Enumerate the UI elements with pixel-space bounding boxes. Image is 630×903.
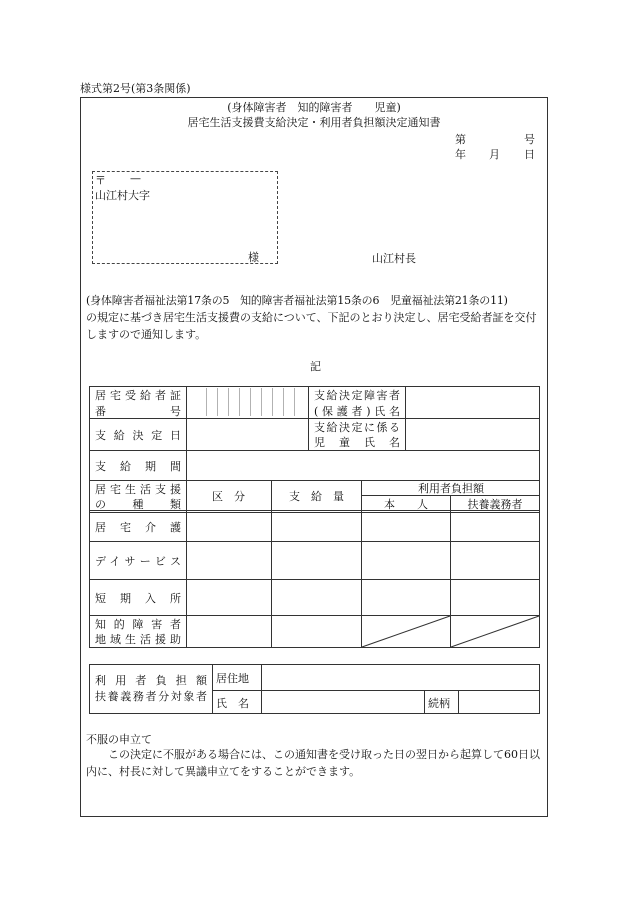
table-border [458, 690, 459, 714]
date-year: 年 [455, 148, 466, 161]
table-border [424, 690, 425, 714]
table-border [539, 664, 540, 714]
honorific: 様 [248, 251, 259, 264]
decision-person-label-2: (保護者)氏名 [314, 405, 400, 418]
category-header: 区 分 [212, 490, 245, 503]
service-row-group-home-2: 地域生活援助 [95, 633, 181, 646]
document-subtitle: (身体障害者 知的障害者 児童) [227, 101, 401, 114]
notice-line-1: (身体障害者福祉法第17条の5 知的障害者福祉法第15条の6 児童福祉法第21条の11) [86, 294, 508, 307]
child-name-label-1: 支給決定に係る [314, 421, 400, 434]
table-border [212, 664, 213, 714]
date-day: 日 [524, 148, 535, 161]
supporter-label-1: 利用者負担額 [95, 674, 207, 687]
table-border [89, 713, 540, 714]
table-border [261, 664, 262, 714]
table-border [89, 664, 90, 714]
postal-mark: 〒 [95, 174, 106, 187]
service-type-label-1: 居宅生活支援 [95, 483, 181, 496]
recipient-number-label-1: 居宅受給者証 [95, 389, 181, 402]
decision-date-label: 支給決定日 [95, 429, 181, 442]
residence-label: 居住地 [216, 672, 249, 685]
service-row-day-service: デイサービス [95, 555, 181, 568]
child-name-label-2: 児 童 氏 名 [314, 436, 400, 449]
ki-mark: 記 [310, 360, 321, 373]
number-prefix: 第 [455, 133, 466, 146]
sender-name: 山江村長 [372, 252, 416, 265]
table-border [89, 664, 540, 665]
supporter-label-2: 扶養義務者分対象者 [95, 690, 207, 703]
notice-rest: の規定に基づき居宅生活支援費の支給について、下記のとおり決定し、居宅受給者証を交付しますので通知します。 [86, 311, 537, 341]
appeal-heading: 不服の申立て [86, 733, 152, 746]
name-label: 氏 名 [216, 697, 249, 710]
diagonal-self [362, 616, 450, 647]
service-row-short-stay: 短期入所 [95, 592, 181, 605]
amount-header: 支 給 量 [289, 490, 344, 503]
service-row-group-home-1: 知的障害者 [95, 618, 181, 631]
decision-person-label-1: 支給決定障害者 [314, 389, 400, 402]
date-month: 月 [489, 148, 500, 161]
diagonal-supporter [451, 616, 539, 647]
relation-label: 続柄 [428, 697, 450, 710]
address-line: 山江村大字 [95, 189, 150, 202]
self-header: 本 人 [384, 498, 428, 511]
burden-header: 利用者負担額 [418, 482, 484, 495]
period-label: 支給期間 [95, 460, 181, 473]
number-suffix: 号 [524, 133, 535, 146]
document-title: 居宅生活支援費支給決定・利用者負担額決定通知書 [187, 116, 441, 129]
postal-dash: — [130, 172, 141, 185]
supporter-header: 扶養義務者 [467, 498, 523, 511]
form-id: 様式第2号(第3条関係) [80, 82, 191, 95]
appeal-text: この決定に不服がある場合には、この通知書を受け取った日の翌日から起算して60日以内に、村長に対して異議申立てをすることができます。 [86, 748, 540, 778]
service-row-home-care: 居宅介護 [95, 521, 181, 534]
service-type-label-2: の 種 類 [95, 498, 181, 511]
recipient-number-label-2: 番 号 [95, 405, 181, 418]
